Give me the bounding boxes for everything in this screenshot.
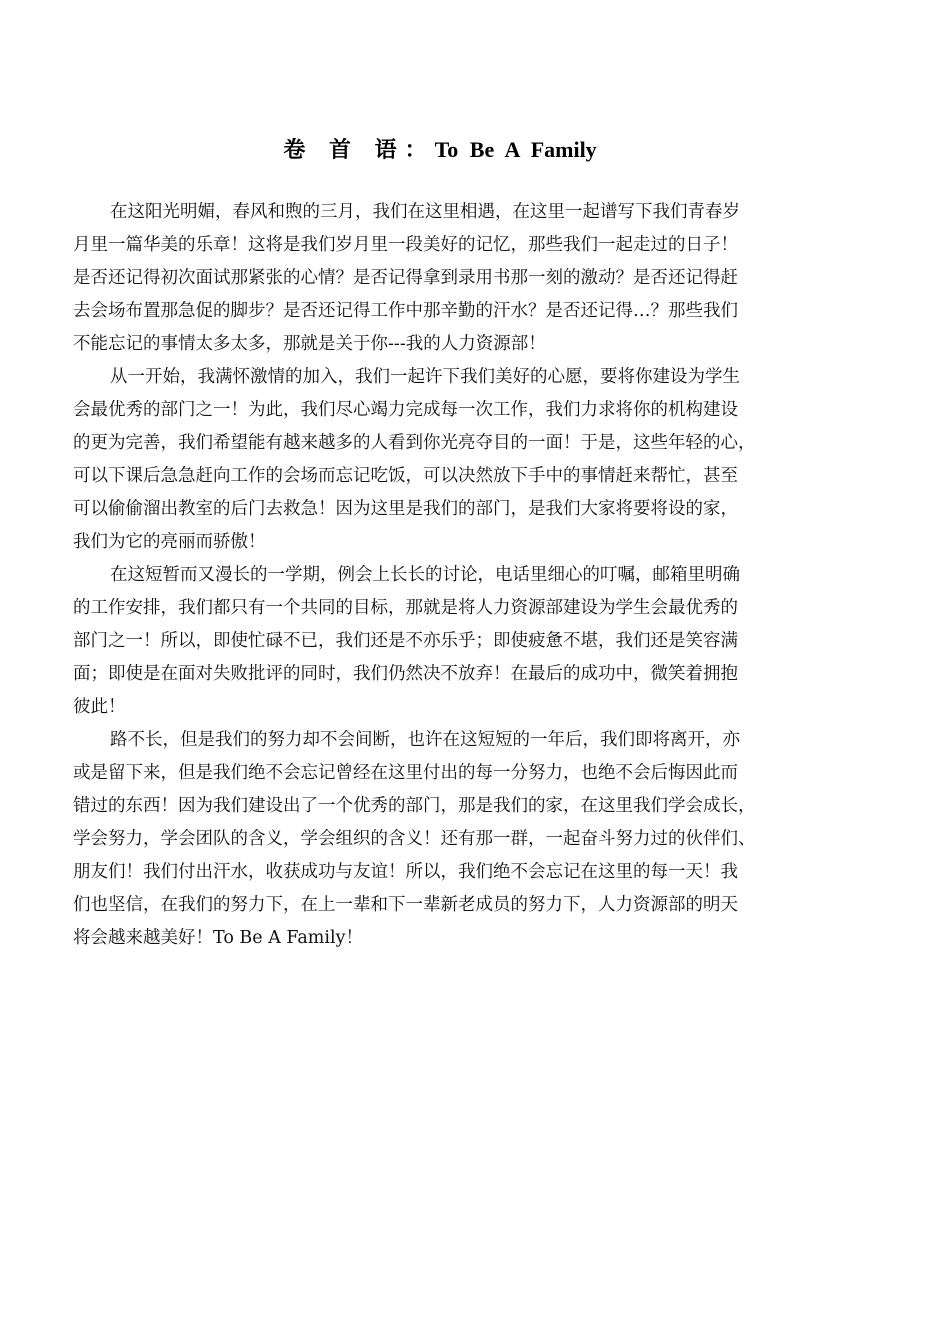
paragraph-2 bbox=[73, 361, 833, 559]
paragraph-1 bbox=[73, 196, 833, 361]
text-line: 是否还记得初次面试那紧张的心情？是否记得拿到录用书那一刻的激动？是否还记得赶 bbox=[73, 268, 738, 288]
text-line: 朋友们！我们付出汗水，收获成功与友谊！所以，我们绝不会忘记在这里的每一天！我 bbox=[73, 862, 738, 882]
text-line: 路不长，但是我们的努力却不会间断，也许在这短短的一年后，我们即将离开，亦 bbox=[110, 730, 740, 750]
paragraph-3 bbox=[73, 559, 833, 724]
text-line: 面；即使是在面对失败批评的同时，我们仍然决不放弃！在最后的成功中，微笑着拥抱 bbox=[73, 664, 738, 684]
text-line: 可以下课后急急赶向工作的会场而忘记吃饭，可以决然放下手中的事情赶来帮忙，甚至 bbox=[73, 466, 738, 486]
text-line: 从一开始，我满怀激情的加入，我们一起许下我们美好的心愿，要将你建设为学生 bbox=[110, 367, 740, 387]
text-line: 或是留下来，但是我们绝不会忘记曾经在这里付出的每一分努力，也绝不会后悔因此而 bbox=[73, 763, 738, 783]
text-line: 的更为完善，我们希望能有越来越多的人看到你光亮夺目的一面！于是，这些年轻的心， bbox=[73, 433, 756, 453]
text-line: 将会越来越美好！To Be A Family！ bbox=[73, 928, 363, 948]
text-line: 月里一篇华美的乐章！这将是我们岁月里一段美好的记忆，那些我们一起走过的日子！ bbox=[73, 235, 738, 255]
text-line: 会最优秀的部门之一！为此，我们尽心竭力完成每一次工作，我们力求将你的机构建设 bbox=[73, 400, 738, 420]
text-line: 去会场布置那急促的脚步？是否还记得工作中那辛勤的汗水？是否还记得…？那些我们 bbox=[73, 301, 738, 321]
text-line: 部门之一！所以，即使忙碌不已，我们还是不亦乐乎；即使疲惫不堪，我们还是笑容满 bbox=[73, 631, 738, 651]
title-chinese: 卷 首 语： bbox=[283, 137, 435, 163]
text-line: 的工作安排，我们都只有一个共同的目标，那就是将人力资源部建设为学生会最优秀的 bbox=[73, 598, 738, 618]
text-line: 不能忘记的事情太多太多，那就是关于你---我的人力资源部！ bbox=[73, 334, 546, 354]
text-line: 可以偷偷溜出教室的后门去救急！因为这里是我们的部门，是我们大家将要将设的家， bbox=[73, 499, 738, 519]
page-title bbox=[0, 133, 880, 167]
text-line: 彼此！ bbox=[73, 697, 126, 717]
text-line: 错过的东西！因为我们建设出了一个优秀的部门，那是我们的家，在这里我们学会成长， bbox=[73, 796, 756, 816]
text-line: 们也坚信，在我们的努力下，在上一辈和下一辈新老成员的努力下，人力资源部的明天 bbox=[73, 895, 738, 915]
title-english: To Be A Family bbox=[434, 137, 597, 162]
text-line: 在这阳光明媚，春风和煦的三月，我们在这里相遇，在这里一起谱写下我们青春岁 bbox=[110, 202, 740, 222]
document-body bbox=[73, 196, 833, 955]
text-line: 在这短暂而又漫长的一学期，例会上长长的讨论，电话里细心的叮嘱，邮箱里明确 bbox=[110, 565, 740, 585]
paragraph-4 bbox=[73, 724, 833, 955]
text-line: 学会努力，学会团队的含义，学会组织的含义！还有那一群，一起奋斗努力过的伙伴们、 bbox=[73, 829, 756, 849]
text-line: 我们为它的亮丽而骄傲！ bbox=[73, 532, 266, 552]
